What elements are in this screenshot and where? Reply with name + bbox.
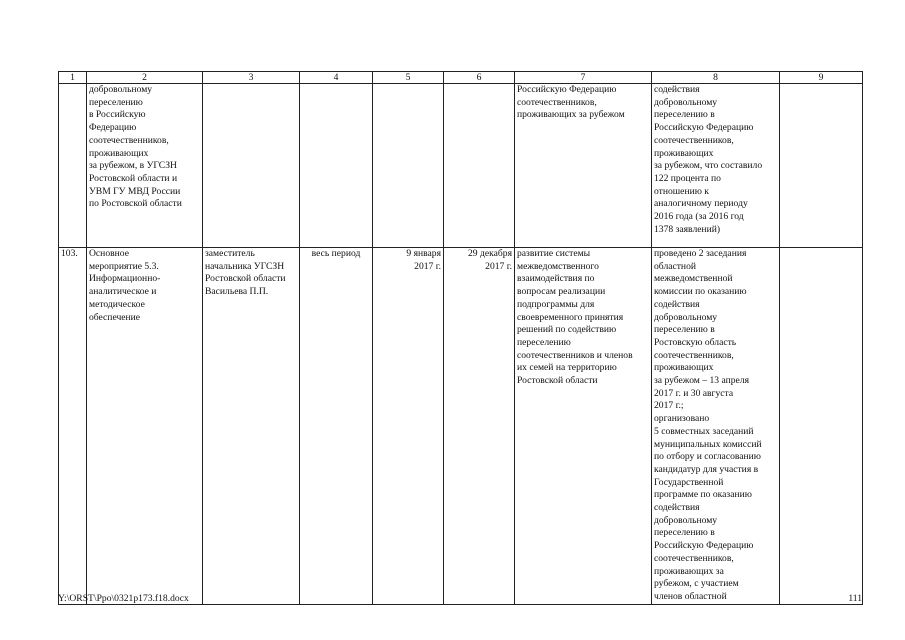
column-number-5: 5 — [373, 72, 444, 84]
period-cell — [300, 84, 373, 248]
status-cell: содействия добровольному переселению в Российскую Федерацию соотечественников, проживающих за рубежом, что составило 122 процента по отношению к аналогичному периоду 2016 года (за 2016 год 1378 заявлений) — [652, 84, 780, 248]
period-cell: весь период — [300, 248, 373, 605]
status-cell: проведено 2 заседания областной межведомственной комиссии по оказанию содействия добровольному переселению в Ростовскую область соотечественников, проживающих за рубежом – 13 апреля 2017 г. и 30 августа 2017 г.; организовано 5 совместных заседаний муниципальных комиссий по отбору и согласованию кандидатур для участия в Государственной программе по оказанию содействия добровольному переселению в Российскую Федерацию соотечественников, проживающих за рубежом, с участием членов областной — [652, 248, 780, 605]
activity-cell: Основное мероприятие 5.3. Информационно- аналитическое и методическое обеспечение — [87, 248, 203, 605]
start-date-cell: 9 января 2017 г. — [373, 248, 444, 605]
table-row — [59, 248, 863, 605]
responsible-cell: заместитель начальника УГСЗН Ростовской области Васильева П.П. — [203, 248, 300, 605]
column-number-row — [59, 72, 863, 84]
table-row — [59, 84, 863, 248]
footer-file-path: Y:\ORST\Ppo\0321p173.f18.docx — [58, 593, 189, 604]
column-number-8: 8 — [652, 72, 780, 84]
activity-cell: добровольному переселению в Российскую Федерацию соотечественников, проживающих за рубежом, в УГСЗН Ростовской области и УВМ ГУ МВД России по Ростовской области — [87, 84, 203, 248]
start-date-cell — [373, 84, 444, 248]
end-date-cell: 29 декабря 2017 г. — [444, 248, 515, 605]
row-number-cell — [59, 84, 87, 248]
expected-result-cell: Российскую Федерацию соотечественников, проживающих за рубежом — [515, 84, 652, 248]
column-number-6: 6 — [444, 72, 515, 84]
report-table — [58, 71, 863, 605]
column-number-1: 1 — [59, 72, 87, 84]
column-number-2: 2 — [87, 72, 203, 84]
row-number-cell: 103. — [59, 248, 87, 605]
note-cell — [780, 248, 863, 605]
column-number-4: 4 — [300, 72, 373, 84]
footer-page-number: 111 — [848, 593, 862, 604]
column-number-3: 3 — [203, 72, 300, 84]
note-cell — [780, 84, 863, 248]
responsible-cell — [203, 84, 300, 248]
column-number-9: 9 — [780, 72, 863, 84]
end-date-cell — [444, 84, 515, 248]
expected-result-cell: развитие системы межведомственного взаимодействия по вопросам реализации подпрограммы для своевременного принятия решений по содействию переселению соотечественников и членов их семей на территорию Ростовской области — [515, 248, 652, 605]
column-number-7: 7 — [515, 72, 652, 84]
